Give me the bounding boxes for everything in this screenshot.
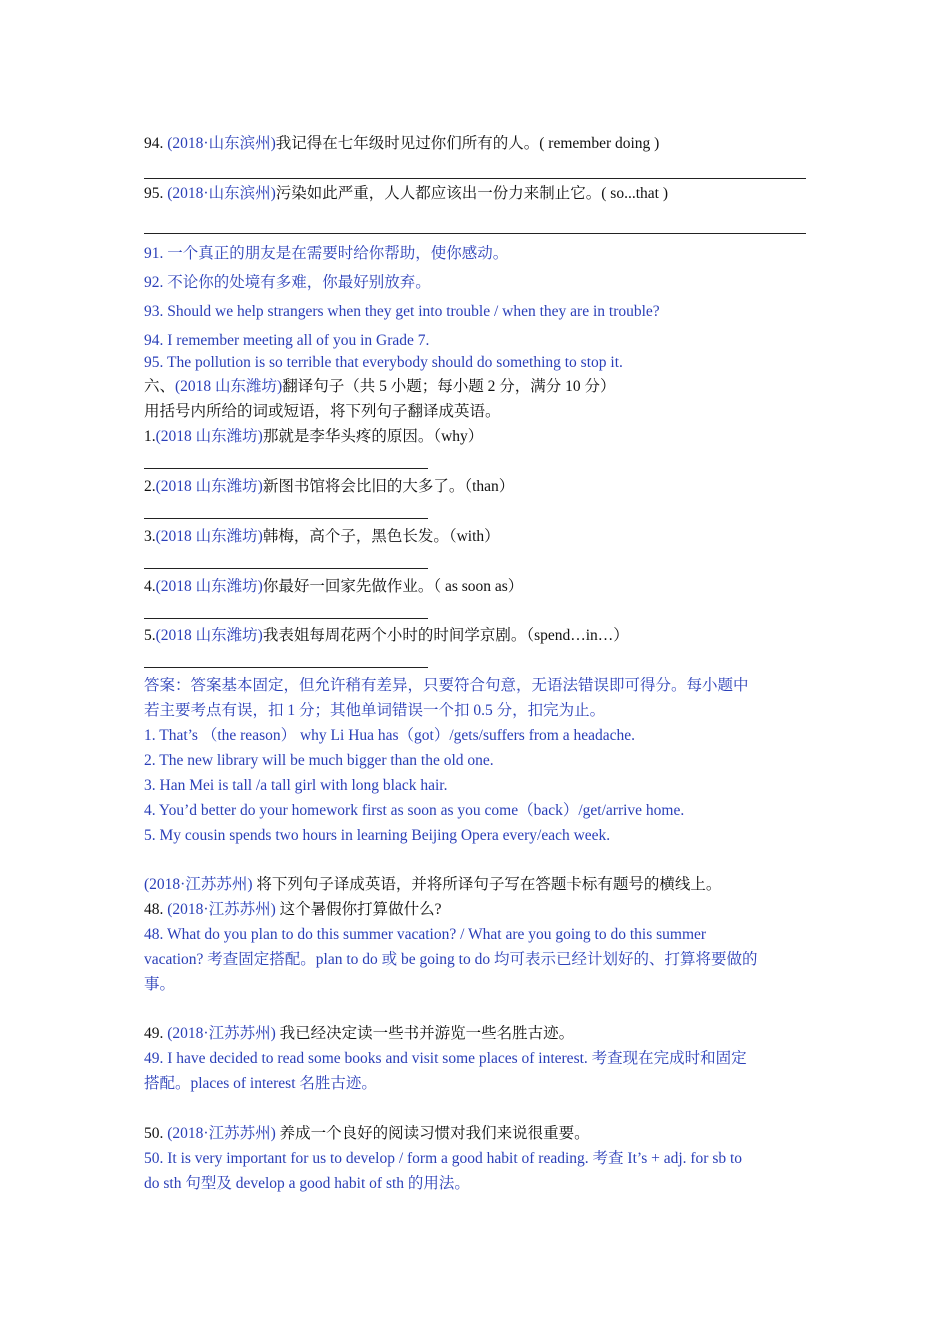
answer-92: 92. 不论你的处境有多难，你最好别放弃。 <box>144 274 431 291</box>
answer-50: 50. It is very important for us to develop / form a good habit of reading. 考查 It’s + adj. for sb to <box>144 1150 743 1167</box>
section-source: (2018·江苏苏州) <box>144 876 253 893</box>
answer-48: 48. What do you plan to do this summer vacation? / What are you going to do this summer <box>144 926 707 943</box>
answer-blank-line <box>144 667 428 668</box>
question-49: 49. (2018·江苏苏州) 我已经决定读一些书并游览一些名胜古迹。 <box>144 1025 575 1042</box>
answer-50-cont: do sth 句型及 develop a good habit of sth 的用法。 <box>144 1175 470 1192</box>
question-50: 50. (2018·江苏苏州) 养成一个良好的阅读习惯对我们来说很重要。 <box>144 1125 590 1142</box>
translation-item-4: 4.(2018 山东潍坊)你最好一回家先做作业。（ as soon as） <box>144 578 524 595</box>
question-number: 94. <box>144 135 168 152</box>
section-heading: 六、(2018 山东潍坊)翻译句子（共 5 小题；每小题 2 分，满分 10 分） <box>144 378 616 395</box>
question-source: (2018·江苏苏州) <box>167 1025 276 1042</box>
answer-note: 若主要考点有误，扣 1 分；其他单词错误一个扣 0.5 分，扣完为止。 <box>144 702 606 719</box>
suzhou-instruction: (2018·江苏苏州) 将下列句子译成英语，并将所译句子写在答题卡标有题号的横线上。 <box>144 876 722 893</box>
section-source: (2018 山东潍坊) <box>175 378 283 395</box>
answer-4: 4. You’d better do your homework first as soon as you come（back）/get/arrive home. <box>144 802 685 819</box>
answer-blank-line <box>144 618 428 619</box>
question-source: (2018·江苏苏州) <box>167 1125 276 1142</box>
answer-blank-line <box>144 568 428 569</box>
question-48: 48. (2018·江苏苏州) 这个暑假你打算做什么? <box>144 901 442 918</box>
question-text: 我记得在七年级时见过你们所有的人。( remember doing ) <box>275 135 660 152</box>
translation-item-1: 1.(2018 山东潍坊)那就是李华头疼的原因。（why） <box>144 428 484 445</box>
answer-49-cont: 搭配。places of interest 名胜古迹。 <box>144 1075 377 1092</box>
answer-91: 91. 一个真正的朋友是在需要时给你帮助，使你感动。 <box>144 245 509 262</box>
answer-93: 93. Should we help strangers when they get into trouble / when they are in trouble? <box>144 303 660 320</box>
answer-48-cont: vacation? 考查固定搭配。plan to do 或 be going to do 均可表示已经计划好的、打算将要做的 <box>144 951 758 968</box>
translation-item-5: 5.(2018 山东潍坊)我表姐每周花两个小时的时间学京剧。（spend…in…） <box>144 627 629 644</box>
answer-blank-line <box>144 178 806 179</box>
answer-49: 49. I have decided to read some books and visit some places of interest. 考查现在完成时和固定 <box>144 1050 747 1067</box>
answer-94: 94. I remember meeting all of you in Grade 7. <box>144 332 430 349</box>
answer-blank-line <box>144 233 806 234</box>
question-source: (2018·江苏苏州) <box>167 901 276 918</box>
answer-blank-line <box>144 518 428 519</box>
answer-blank-line <box>144 468 428 469</box>
translation-item-3: 3.(2018 山东潍坊)韩梅，高个子，黑色长发。（with） <box>144 528 500 545</box>
answer-48-cont: 事。 <box>144 976 176 993</box>
answer-3: 3. Han Mei is tall /a tall girl with long black hair. <box>144 777 448 794</box>
answer-5: 5. My cousin spends two hours in learning Beijing Opera every/each week. <box>144 827 611 844</box>
answer-1: 1. That’s （the reason） why Li Hua has（got）/gets/suffers from a headache. <box>144 727 635 744</box>
question-95 <box>144 184 668 204</box>
item-source: (2018 山东潍坊) <box>155 478 263 495</box>
answer-2: 2. The new library will be much bigger than the old one. <box>144 752 494 769</box>
translation-item-2: 2.(2018 山东潍坊)新图书馆将会比旧的大多了。（than） <box>144 478 515 495</box>
question-number: 95. <box>144 185 168 202</box>
question-94 <box>144 134 659 154</box>
question-source: (2018·山东滨州) <box>167 135 276 152</box>
item-source: (2018 山东潍坊) <box>155 627 263 644</box>
item-source: (2018 山东潍坊) <box>155 528 263 545</box>
answer-note: 答案：答案基本固定，但允许稍有差异，只要符合句意，无语法错误即可得分。每小题中 <box>144 677 749 694</box>
item-source: (2018 山东潍坊) <box>155 578 263 595</box>
question-source: (2018·山东滨州) <box>167 185 276 202</box>
section-instruction: 用括号内所给的词或短语，将下列句子翻译成英语。 <box>144 403 501 420</box>
answer-95: 95. The pollution is so terrible that everybody should do something to stop it. <box>144 354 623 371</box>
question-text: 污染如此严重，人人都应该出一份力来制止它。( so...that ) <box>275 185 668 202</box>
item-source: (2018 山东潍坊) <box>155 428 263 445</box>
